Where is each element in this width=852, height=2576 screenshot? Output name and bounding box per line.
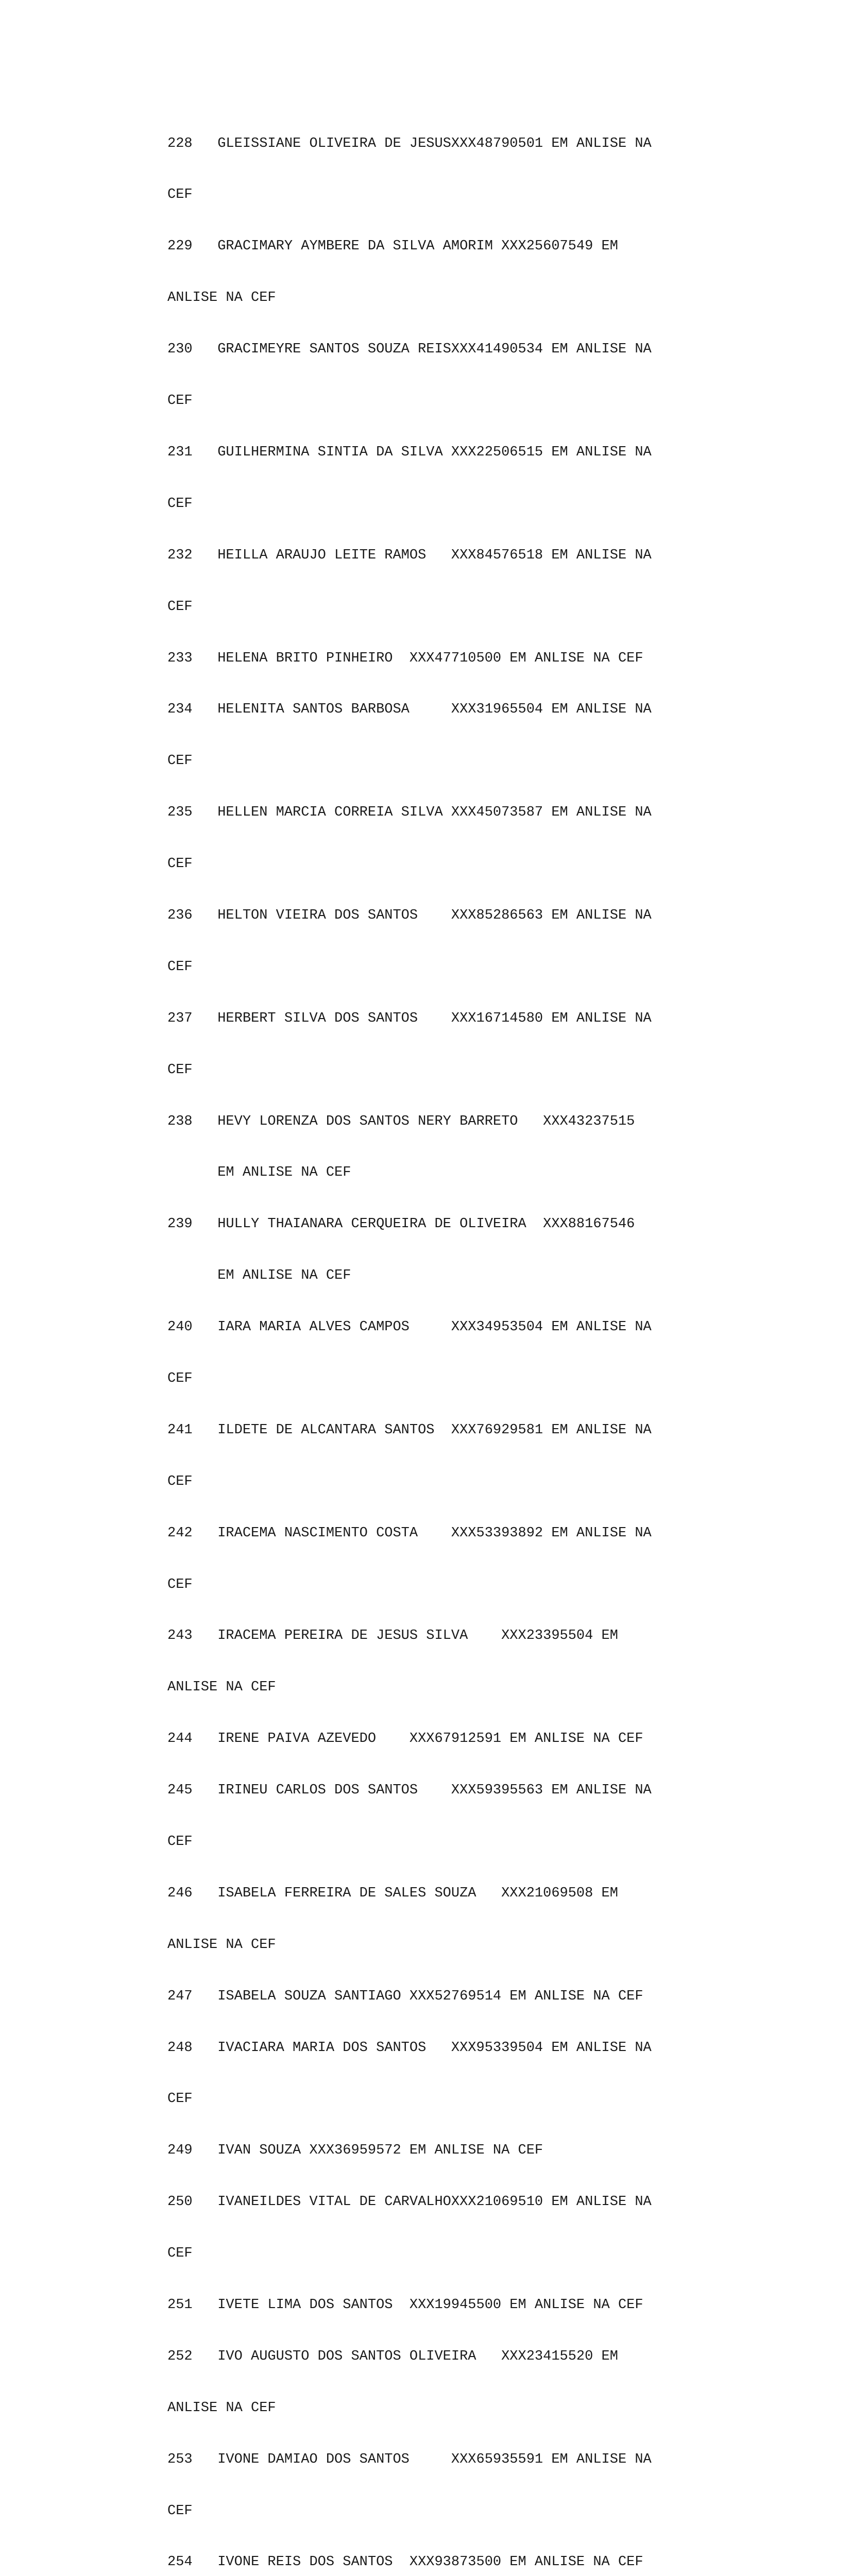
text-line: 233 HELENA BRITO PINHEIRO XXX47710500 EM ANLISE NA CEF (167, 650, 643, 666)
text-line: 253 IVONE DAMIAO DOS SANTOS XXX65935591 EM ANLISE NA (167, 2451, 652, 2467)
text-line: CEF (167, 1370, 193, 1386)
text-line: 229 GRACIMARY AYMBERE DA SILVA AMORIM XXX25607549 EM (167, 239, 618, 255)
text-line: EM ANLISE NA CEF (167, 1268, 351, 1284)
text-line: 244 IRENE PAIVA AZEVEDO XXX67912591 EM ANLISE NA CEF (167, 1731, 643, 1747)
text-line: CEF (167, 959, 193, 975)
text-line: 230 GRACIMEYRE SANTOS SOUZA REISXXX41490534 EM ANLISE NA (167, 342, 652, 358)
text-line: CEF (167, 1834, 193, 1850)
text-line: 240 IARA MARIA ALVES CAMPOS XXX34953504 EM ANLISE NA (167, 1319, 652, 1335)
text-line: 251 IVETE LIMA DOS SANTOS XXX19945500 EM ANLISE NA CEF (167, 2297, 643, 2313)
text-line: CEF (167, 1062, 193, 1078)
text-line: 235 HELLEN MARCIA CORREIA SILVA XXX45073587 EM ANLISE NA (167, 805, 652, 821)
text-line: CEF (167, 393, 193, 409)
text-line: CEF (167, 599, 193, 615)
text-line: 243 IRACEMA PEREIRA DE JESUS SILVA XXX23395504 EM (167, 1628, 618, 1644)
text-line: CEF (167, 1473, 193, 1489)
document-body (167, 101, 688, 2576)
text-line: 242 IRACEMA NASCIMENTO COSTA XXX53393892 EM ANLISE NA (167, 1525, 652, 1541)
text-line: 248 IVACIARA MARIA DOS SANTOS XXX95339504 EM ANLISE NA (167, 2040, 652, 2056)
text-line: ANLISE NA CEF (167, 2400, 276, 2416)
text-line: 236 HELTON VIEIRA DOS SANTOS XXX85286563 EM ANLISE NA (167, 907, 652, 923)
text-line: 245 IRINEU CARLOS DOS SANTOS XXX59395563 EM ANLISE NA (167, 1783, 652, 1799)
text-line: EM ANLISE NA CEF (167, 1165, 351, 1181)
text-line: 249 IVAN SOUZA XXX36959572 EM ANLISE NA CEF (167, 2143, 543, 2159)
text-line: 234 HELENITA SANTOS BARBOSA XXX31965504 EM ANLISE NA (167, 702, 652, 718)
text-line: CEF (167, 2503, 193, 2519)
text-line: CEF (167, 753, 193, 769)
text-line: 232 HEILLA ARAUJO LEITE RAMOS XXX84576518 EM ANLISE NA (167, 547, 652, 563)
text-line: 250 IVANEILDES VITAL DE CARVALHOXXX21069510 EM ANLISE NA (167, 2194, 652, 2210)
text-line: 246 ISABELA FERREIRA DE SALES SOUZA XXX21069508 EM (167, 1885, 618, 1901)
text-line: ANLISE NA CEF (167, 1680, 276, 1696)
text-line: ANLISE NA CEF (167, 1937, 276, 1953)
text-line: 239 HULLY THAIANARA CERQUEIRA DE OLIVEIRA XXX88167546 (167, 1216, 635, 1232)
text-line: 231 GUILHERMINA SINTIA DA SILVA XXX22506515 EM ANLISE NA (167, 444, 652, 460)
text-line: CEF (167, 1577, 193, 1592)
text-line: 252 IVO AUGUSTO DOS SANTOS OLIVEIRA XXX23415520 EM (167, 2348, 618, 2364)
text-line: ANLISE NA CEF (167, 290, 276, 306)
text-line: 254 IVONE REIS DOS SANTOS XXX93873500 EM ANLISE NA CEF (167, 2554, 643, 2570)
text-line: 228 GLEISSIANE OLIVEIRA DE JESUSXXX48790501 EM ANLISE NA (167, 135, 652, 151)
text-line: CEF (167, 496, 193, 512)
text-line: CEF (167, 187, 193, 203)
text-line: 247 ISABELA SOUZA SANTIAGO XXX52769514 EM ANLISE NA CEF (167, 1988, 643, 2004)
text-line: 237 HERBERT SILVA DOS SANTOS XXX16714580 EM ANLISE NA (167, 1010, 652, 1026)
text-line: CEF (167, 2091, 193, 2107)
text-line: CEF (167, 2246, 193, 2262)
text-line: 241 ILDETE DE ALCANTARA SANTOS XXX76929581 EM ANLISE NA (167, 1422, 652, 1438)
text-line: 238 HEVY LORENZA DOS SANTOS NERY BARRETO XXX43237515 (167, 1113, 635, 1129)
text-line: CEF (167, 856, 193, 872)
